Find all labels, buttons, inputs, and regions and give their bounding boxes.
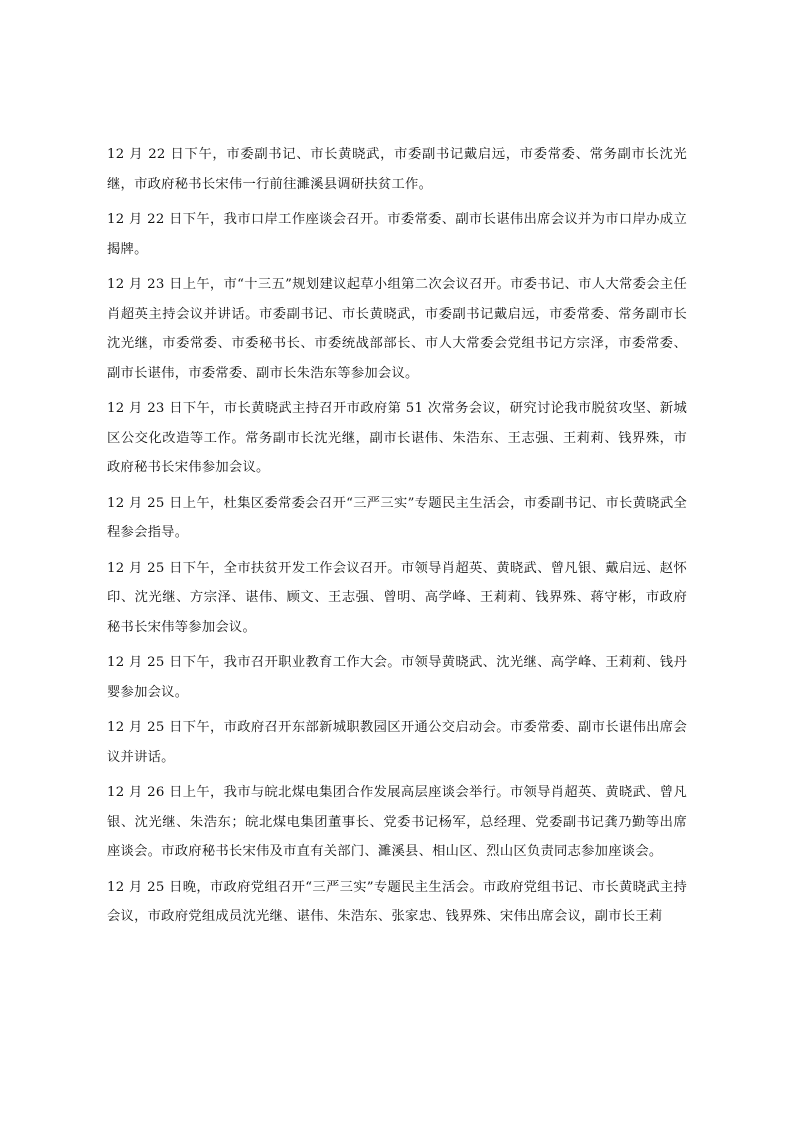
paragraph-10: 12 月 25 日晚，市政府党组召开“三严三实”专题民主生活会。市政府党组书记、市长黄晓武主持会议，市政府党组成员沈光继、谌伟、朱浩东、张家忠、钱界殊、宋伟出席会议，副市长王莉 <box>107 879 687 924</box>
paragraph-5: 12 月 25 日上午，杜集区委常委会召开“三严三实”专题民主生活会，市委副书记、市长黄晓武全程参会指导。 <box>107 495 687 540</box>
paragraph-6: 12 月 25 日下午，全市扶贫开发工作会议召开。市领导肖超英、黄晓武、曾凡银、戴启远、赵怀印、沈光继、方宗泽、谌伟、顾文、王志强、曾明、高学峰、王莉莉、钱界殊、蒋守彬，市政府秘书长宋伟等参加会议。 <box>107 560 687 635</box>
paragraph-9: 12 月 26 日上午，我市与皖北煤电集团合作发展高层座谈会举行。市领导肖超英、黄晓武、曾凡银、沈光继、朱浩东；皖北煤电集团董事长、党委书记杨军，总经理、党委副书记龚乃勤等出席座谈会。市政府秘书长宋伟及市直有关部门、濉溪县、相山区、烈山区负责同志参加座谈会。 <box>107 785 687 859</box>
paragraph-1: 12 月 22 日下午，市委副书记、市长黄晓武，市委副书记戴启远，市委常委、常务副市长沈光继，市政府秘书长宋伟一行前往濉溪县调研扶贫工作。 <box>107 147 687 192</box>
paragraph-4: 12 月 23 日下午，市长黄晓武主持召开市政府第 51 次常务会议，研究讨论我市脱贫攻坚、新城区公交化改造等工作。常务副市长沈光继，副市长谌伟、朱浩东、王志强、王莉莉、钱界殊，市政府秘书长宋伟参加会议。 <box>107 401 687 475</box>
paragraph-2: 12 月 22 日下午，我市口岸工作座谈会召开。市委常委、副市长谌伟出席会议并为市口岸办成立揭牌。 <box>107 212 687 257</box>
paragraph-7: 12 月 25 日下午，我市召开职业教育工作大会。市领导黄晓武、沈光继、高学峰、王莉莉、钱丹婴参加会议。 <box>107 655 687 700</box>
paragraph-8: 12 月 25 日下午，市政府召开东部新城职教园区开通公交启动会。市委常委、副市长谌伟出席会议并讲话。 <box>107 720 687 765</box>
document-body <box>107 140 687 938</box>
paragraph-3: 12 月 23 日上午，市“十三五”规划建议起草小组第二次会议召开。市委书记、市人大常委会主任肖超英主持会议并讲话。市委副书记、市长黄晓武，市委副书记戴启远，市委常委、常务副市长沈光继，市委常委、市委秘书长、市委统战部部长、市人大常委会党组书记方宗泽，市委常委、副市长谌伟，市委常委、副市长朱浩东等参加会议。 <box>107 277 687 381</box>
